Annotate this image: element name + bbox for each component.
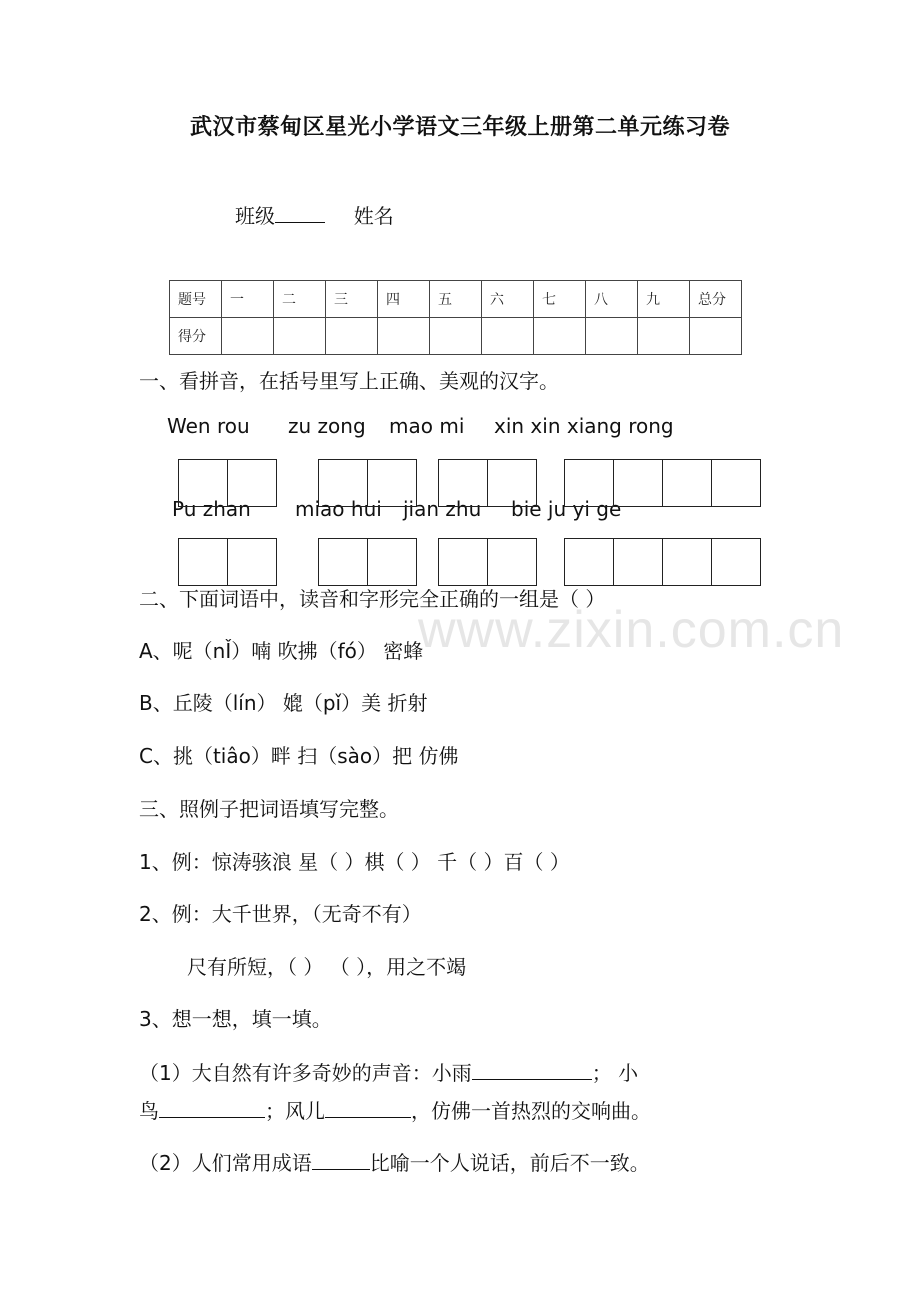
score-cell[interactable] [222, 318, 274, 355]
table-cell: 七 [534, 281, 586, 318]
question-text: ，仿佛一首热烈的交响曲。 [411, 1099, 651, 1123]
pinyin-word: miao hui [295, 497, 382, 521]
section3-heading: 三、照例子把词语填写完整。 [139, 797, 399, 821]
writing-box[interactable] [564, 459, 614, 507]
table-cell: 总分 [690, 281, 742, 318]
answer-blank[interactable] [159, 1097, 265, 1118]
writing-boxes [318, 538, 416, 586]
writing-box[interactable] [318, 459, 368, 507]
writing-box[interactable] [662, 459, 712, 507]
class-label: 班级 [235, 204, 275, 228]
score-cell[interactable] [638, 318, 690, 355]
table-cell: 四 [378, 281, 430, 318]
writing-box[interactable] [367, 538, 417, 586]
watermark: www.zixin.com.cn [418, 601, 845, 659]
question-2: 2、例：大千世界，（无奇不有） [139, 902, 422, 926]
question-text: 鸟 [139, 1099, 159, 1123]
question-text: ； 小 [591, 1061, 639, 1085]
table-cell: 得分 [170, 318, 222, 355]
name-label: 姓名 [353, 204, 394, 228]
option-c: C、挑（tiâo）畔 扫（sào）把 仿佛 [139, 744, 459, 768]
writing-box[interactable] [662, 538, 712, 586]
writing-boxes [438, 538, 536, 586]
option-b: B、丘陵（lín） 媲（pǐ）美 折射 [139, 691, 428, 715]
table-cell: 二 [274, 281, 326, 318]
pinyin-word: zu zong [288, 414, 366, 438]
writing-boxes [564, 538, 760, 586]
writing-box[interactable] [711, 538, 761, 586]
question-1: 1、例：惊涛骇浪 星（ ）棋（ ） 千（ ）百（ ） [139, 850, 570, 874]
score-cell[interactable] [274, 318, 326, 355]
question-text: 比喻一个人说话，前后不一致。 [369, 1151, 650, 1175]
page-title: 武汉市蔡甸区星光小学语文三年级上册第二单元练习卷 [189, 115, 730, 140]
question-3-1-line1 [139, 1059, 638, 1086]
class-blank[interactable] [275, 202, 325, 223]
answer-blank[interactable] [312, 1149, 370, 1170]
writing-boxes [564, 459, 760, 507]
writing-box[interactable] [178, 459, 228, 507]
table-cell: 八 [586, 281, 638, 318]
table-cell: 题号 [170, 281, 222, 318]
pinyin-word: xin xin xiang rong [494, 414, 674, 438]
writing-box[interactable] [487, 538, 537, 586]
writing-box[interactable] [487, 459, 537, 507]
section2-heading: 二、下面词语中，读音和字形完全正确的一组是（ ） [139, 587, 606, 611]
writing-box[interactable] [178, 538, 228, 586]
question-2-fill: 尺有所短，（ ） （ ），用之不竭 [187, 955, 467, 979]
pinyin-word: Pu zhan [172, 497, 251, 521]
writing-box[interactable] [318, 538, 368, 586]
writing-box[interactable] [564, 538, 614, 586]
writing-boxes [438, 459, 536, 507]
option-a: A、呢（nǏ）喃 吹拂（fó） 密蜂 [139, 639, 424, 663]
writing-boxes [178, 459, 276, 507]
writing-boxes [178, 538, 276, 586]
writing-box[interactable] [438, 459, 488, 507]
pinyin-word: bie ju yi ge [511, 497, 622, 521]
score-cell[interactable] [378, 318, 430, 355]
score-table-header-row [170, 281, 742, 318]
table-cell: 三 [326, 281, 378, 318]
score-cell[interactable] [326, 318, 378, 355]
writing-box[interactable] [227, 459, 277, 507]
question-3: 3、想一想，填一填。 [139, 1007, 332, 1031]
writing-box[interactable] [711, 459, 761, 507]
writing-box[interactable] [227, 538, 277, 586]
question-text: （2）人们常用成语 [139, 1151, 312, 1175]
writing-boxes [318, 459, 416, 507]
question-3-1-line2 [139, 1097, 651, 1124]
pinyin-word: Wen rou [167, 414, 250, 438]
writing-box[interactable] [613, 538, 663, 586]
writing-box[interactable] [613, 459, 663, 507]
pinyin-word: mao mi [389, 414, 465, 438]
score-cell[interactable] [534, 318, 586, 355]
score-table-score-row [170, 318, 742, 355]
score-cell[interactable] [586, 318, 638, 355]
table-cell: 一 [222, 281, 274, 318]
score-table [169, 280, 742, 355]
question-3-2 [139, 1149, 650, 1176]
table-cell: 九 [638, 281, 690, 318]
answer-blank[interactable] [472, 1059, 592, 1080]
score-cell[interactable] [690, 318, 742, 355]
pinyin-word: jian zhu [403, 497, 482, 521]
score-cell[interactable] [430, 318, 482, 355]
question-text: （1）大自然有许多奇妙的声音：小雨 [139, 1061, 472, 1085]
writing-box[interactable] [367, 459, 417, 507]
question-text: ；风儿 [265, 1099, 325, 1123]
score-cell[interactable] [482, 318, 534, 355]
table-cell: 六 [482, 281, 534, 318]
writing-box[interactable] [438, 538, 488, 586]
section1-heading: 一、看拼音，在括号里写上正确、美观的汉字。 [139, 369, 559, 393]
class-name-line [235, 202, 394, 229]
table-cell: 五 [430, 281, 482, 318]
answer-blank[interactable] [325, 1097, 411, 1118]
